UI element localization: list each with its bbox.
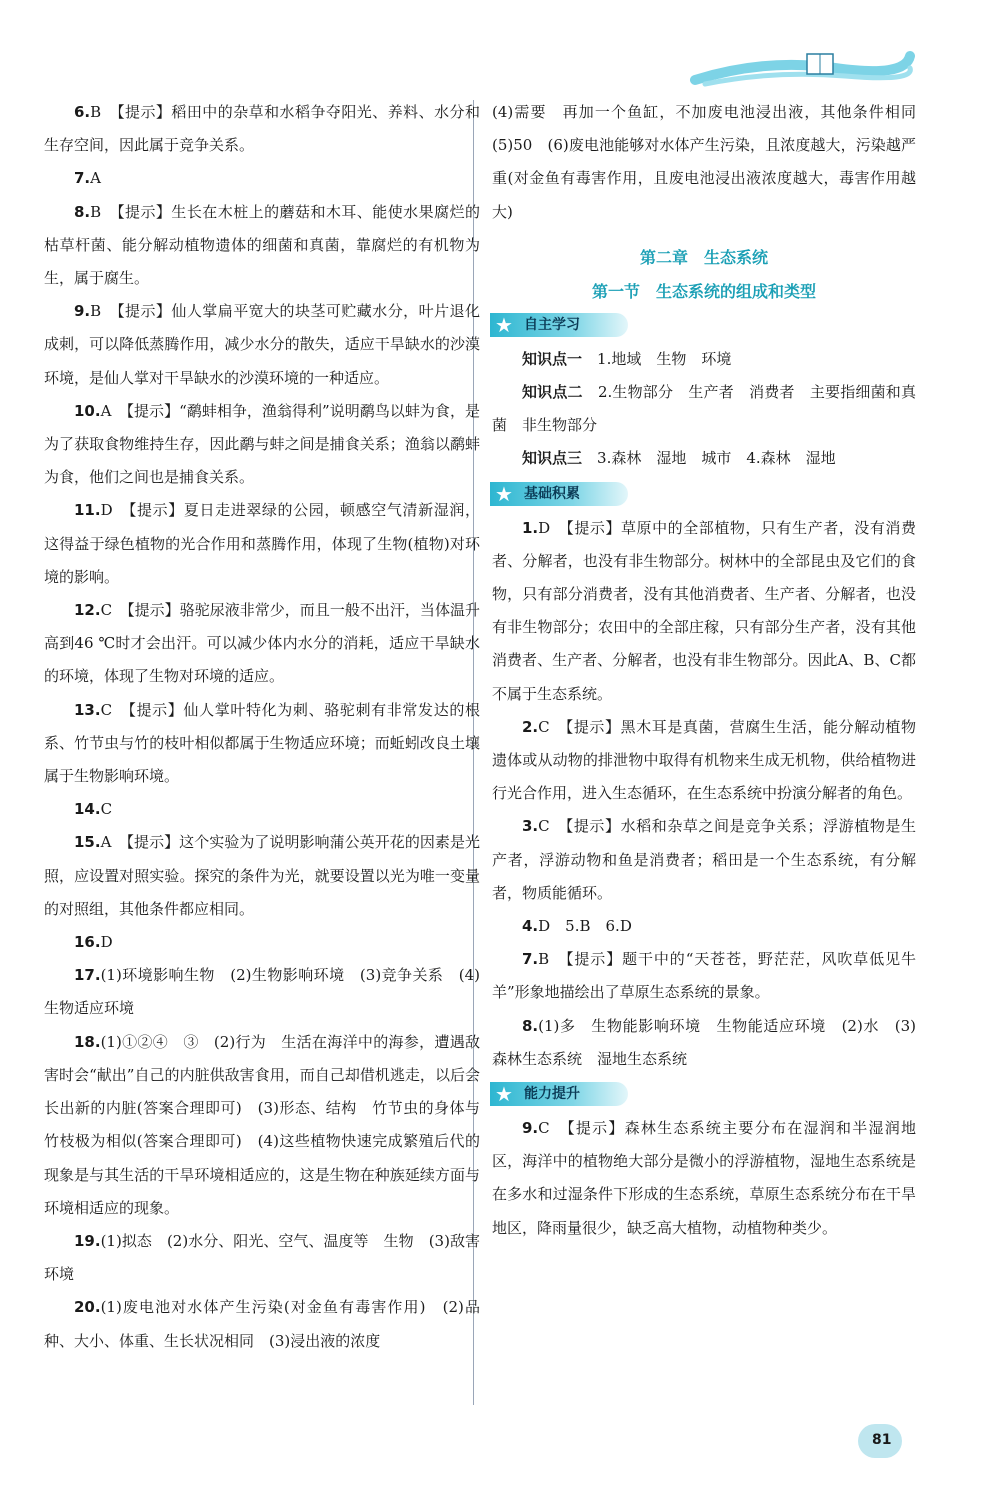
ability-answers [492, 1112, 916, 1245]
page-number: 81 [872, 1432, 892, 1448]
answer-item [492, 512, 916, 711]
banner-label: 基础积累 [524, 485, 580, 502]
knowledge-sep [583, 383, 598, 401]
answer-sep [113, 501, 129, 519]
answer-choice: B [538, 950, 550, 969]
answer-sep [550, 718, 566, 736]
answer-item [492, 711, 916, 811]
right-column [492, 96, 932, 1245]
answer-sep [101, 203, 117, 221]
answer-item [44, 1225, 496, 1291]
answer-item [44, 959, 480, 1025]
answer-text: 【提示】这个实验为了说明影响蒲公英开花的因素是光照，应设置对照实验。探究的条件为光，就要设置以光为唯一变量的对照组，其他条件都应相同。 [44, 833, 480, 918]
answer-item [44, 295, 480, 395]
answer-text: 【提示】题干中的“天苍苍，野茫茫，风吹草低见牛羊”形象地描绘出了草原生态系统的景象。 [492, 950, 916, 1002]
answer-text: 【提示】森林生态系统主要分布在湿润和半湿润地区，海洋中的植物绝大部分是微小的浮游植物，湿地生态系统是在多水和过湿条件下形成的生态系统，草原生态系统分布在干旱地区，降雨量很少，缺乏高大植物，动植物种类少。 [492, 1119, 916, 1237]
answer-text: 【提示】骆驼尿液非常少，而且一般不出汗，当体温升高到46 ℃时才会出汗。可以减少体内水分的消耗，适应干旱缺水的环境，体现了生物对环境的适应。 [44, 601, 480, 686]
star-icon: ★ [495, 481, 513, 506]
left-column [44, 96, 496, 1358]
answer-item [44, 826, 480, 926]
answer-text: 【提示】稻田中的杂草和水稻争夺阳光、养料、水分和生存空间，因此属于竞争关系。 [44, 103, 480, 155]
answer-choice: B [90, 202, 102, 221]
answer-number: 12. [74, 601, 101, 620]
banner-label: 自主学习 [524, 316, 580, 333]
knowledge-text: 3.森林 湿地 城市 4.森林 湿地 [597, 449, 836, 468]
answer-text: (1)①②④ ③ (2)行为 生活在海洋中的海参，遭遇敌害时会“献出”自己的内脏供敌害食用，而自己却借机逃走，以后会长出新的内脏(答案合理即可) (3)形态、结构 竹节虫的身体与竹枝极为相似(答案合理即可) (4)这些植物快速完成繁殖后代的现象是与其生活的干旱环境相适应的，这是生物在种族延续方面与环境相适应的现象。 [44, 1032, 480, 1217]
answer-choice: C [538, 717, 550, 736]
answer-item [44, 395, 480, 495]
answer-sep [112, 601, 127, 619]
knowledge-item [492, 343, 916, 376]
answer-choice: C [538, 1119, 550, 1138]
answer-choice: C [100, 601, 113, 620]
answer-text: (1)环境影响生物 (2)生物影响环境 (3)竞争关系 (4)生物适应环境 [44, 966, 480, 1018]
answer-text: (1)废电池对水体产生污染(对金鱼有毒害作用) (2)品种、大小、体重、生长状况相同 (3)浸出液的浓度 [44, 1298, 480, 1350]
answer-item [492, 943, 916, 1009]
answer-text: 【提示】仙人掌叶特化为刺、骆驼刺有非常发达的根系、竹节虫与竹的枝叶相似都属于生物适应环境；而蚯蚓改良土壤属于生物影响环境。 [44, 700, 480, 786]
answer-text: 【提示】水稻和杂草之间是竞争关系；浮游植物是生产者，浮游动物和鱼是消费者；稻田是一个生态系统，有分解者，物质能循环。 [492, 817, 916, 902]
answer-number: 10. [74, 401, 101, 420]
knowledge-label: 知识点二 [522, 383, 583, 402]
star-icon: ★ [495, 312, 513, 337]
answer-number: 19. [74, 1231, 101, 1250]
answer-item [44, 196, 480, 296]
answer-choice: D [100, 933, 113, 952]
self-study-banner [490, 313, 628, 337]
answer-sep [112, 701, 128, 719]
knowledge-text: 2.生物部分 生产者 消费者 主要指细菌和真菌 非生物部分 [492, 383, 916, 435]
answer-item [492, 1112, 916, 1245]
answer-item [44, 594, 480, 694]
star-icon: ★ [495, 1082, 513, 1107]
answer-text: (1)多 生物能影响环境 生物能适应环境 (2)水 (3)森林生态系统 湿地生态系统 [492, 1016, 916, 1068]
answer-number: 8. [522, 1016, 539, 1035]
answer-text: 【提示】草原中的全部植物，只有生产者，没有消费者、分解者，也没有非生物部分。树林中的全部昆虫及它们的食物，只有部分消费者，没有其他消费者、生产者、分解者，也没有非生物部分；农田中的全部庄稼，只有部分生产者，没有其他消费者、生产者、分解者，也没有非生物部分。因此A、B、C都不属于生态系统。 [492, 518, 916, 703]
answer-20-continued: (4)需要 再加一个鱼缸，不加废电池浸出液，其他条件相同 (5)50 (6)废电池能够对水体产生污染，且浓度越大，污染越严重(对金鱼有毒害作用，且废电池浸出液浓度越大，毒害作用越大) [492, 103, 932, 221]
knowledge-points [492, 343, 916, 476]
knowledge-label: 知识点三 [522, 449, 583, 468]
answer-number: 7. [74, 169, 91, 188]
answer-item [44, 1026, 480, 1225]
answer-item [44, 793, 480, 826]
answer-choice: B [90, 103, 102, 121]
answer-sep [111, 402, 126, 420]
answer-item [492, 1010, 916, 1076]
answer-text: 【提示】生长在木桩上的蘑菇和木耳、能使水果腐烂的枯草杆菌、能分解动植物遗体的细菌和真菌，靠腐烂的有机物为生，属于腐生。 [44, 202, 480, 288]
answer-item [44, 694, 480, 794]
answer-number: 13. [74, 700, 101, 719]
answer-item [44, 926, 480, 959]
banner-label: 能力提升 [524, 1086, 580, 1103]
answer-choice: A [90, 169, 101, 188]
answer-text: 【提示】“鹬蚌相争，渔翁得利”说明鹬鸟以蚌为食，是为了获取食物维持生存，因此鹬与蚌之间是捕食关系；渔翁以鹬蚌为食，他们之间也是捕食关系。 [44, 401, 480, 487]
answer-item [492, 810, 916, 910]
basic-answers [492, 512, 916, 1076]
answer-item [44, 162, 480, 195]
answer-choice: D [538, 518, 551, 537]
knowledge-sep [582, 350, 597, 368]
knowledge-text: 1.地域 生物 环境 [597, 349, 732, 368]
knowledge-item [492, 442, 916, 475]
answer-sep [549, 950, 566, 968]
answer-choice: A [100, 401, 112, 420]
knowledge-item [492, 376, 916, 442]
answer-number: 7. [522, 950, 539, 969]
answer-choice: D [100, 501, 113, 520]
answer-number: 16. [74, 933, 101, 952]
header-book-decoration [685, 40, 915, 90]
answer-sep [550, 1119, 568, 1137]
answer-number: 2. [522, 717, 539, 736]
answer-item [44, 96, 480, 162]
answer-choice: A [100, 833, 112, 852]
ability-improvement-banner [490, 1082, 628, 1106]
answer-sep [550, 817, 566, 835]
answer-number: 8. [74, 202, 91, 221]
answer-text: 【提示】仙人掌扁平宽大的块茎可贮藏水分，叶片退化成刺，可以降低蒸腾作用，减少水分的散失，适应干旱缺水的沙漠环境，是仙人掌对干旱缺水的沙漠环境的一种适应。 [44, 302, 480, 387]
basic-accumulation-banner [490, 482, 628, 506]
answer-choice: B [90, 302, 102, 321]
answer-choice: C [100, 800, 113, 819]
answer-number: 11. [74, 501, 101, 520]
answer-number: 9. [522, 1119, 539, 1138]
answer-number: 14. [74, 800, 101, 819]
answer-item [44, 1291, 480, 1357]
answer-item [492, 910, 916, 943]
answer-sep [550, 519, 566, 537]
answer-number: 15. [74, 833, 101, 852]
answer-number: 1. [522, 518, 539, 537]
answer-number: 6. [74, 103, 91, 121]
answer-number: 17. [74, 966, 101, 985]
section-title: 第一节 生态系统的组成和类型 [591, 281, 816, 301]
answer-choice: C [538, 817, 550, 836]
knowledge-sep [582, 449, 597, 467]
answer-text: (1)拟态 (2)水分、阳光、空气、温度等 生物 (3)敌害 环境 [44, 1231, 496, 1284]
answer-number: 9. [74, 302, 91, 321]
answer-number: 4. [522, 917, 539, 936]
answer-sep [101, 103, 117, 121]
answer-sep [111, 833, 126, 851]
answer-text: 5.B 6.D [550, 917, 632, 936]
answer-number: 20. [74, 1298, 101, 1317]
answer-choice: C [100, 700, 113, 719]
answer-choice: D [538, 917, 551, 936]
knowledge-label: 知识点一 [522, 349, 583, 368]
answer-text: 【提示】黑木耳是真菌，营腐生生活，能分解动植物遗体或从动物的排泄物中取得有机物来生成无机物，供给植物进行光合作用，进入生态循环，在生态系统中扮演分解者的角色。 [492, 717, 916, 803]
answer-item [44, 494, 480, 594]
chapter-title: 第二章 生态系统 [639, 247, 768, 267]
answer-number: 3. [522, 817, 539, 836]
answer-number: 18. [74, 1032, 101, 1051]
answer-text: 【提示】夏日走进翠绿的公园，顿感空气清新湿润，这得益于绿色植物的光合作用和蒸腾作用，体现了生物(植物)对环境的影响。 [44, 501, 480, 586]
answer-sep [101, 302, 117, 320]
